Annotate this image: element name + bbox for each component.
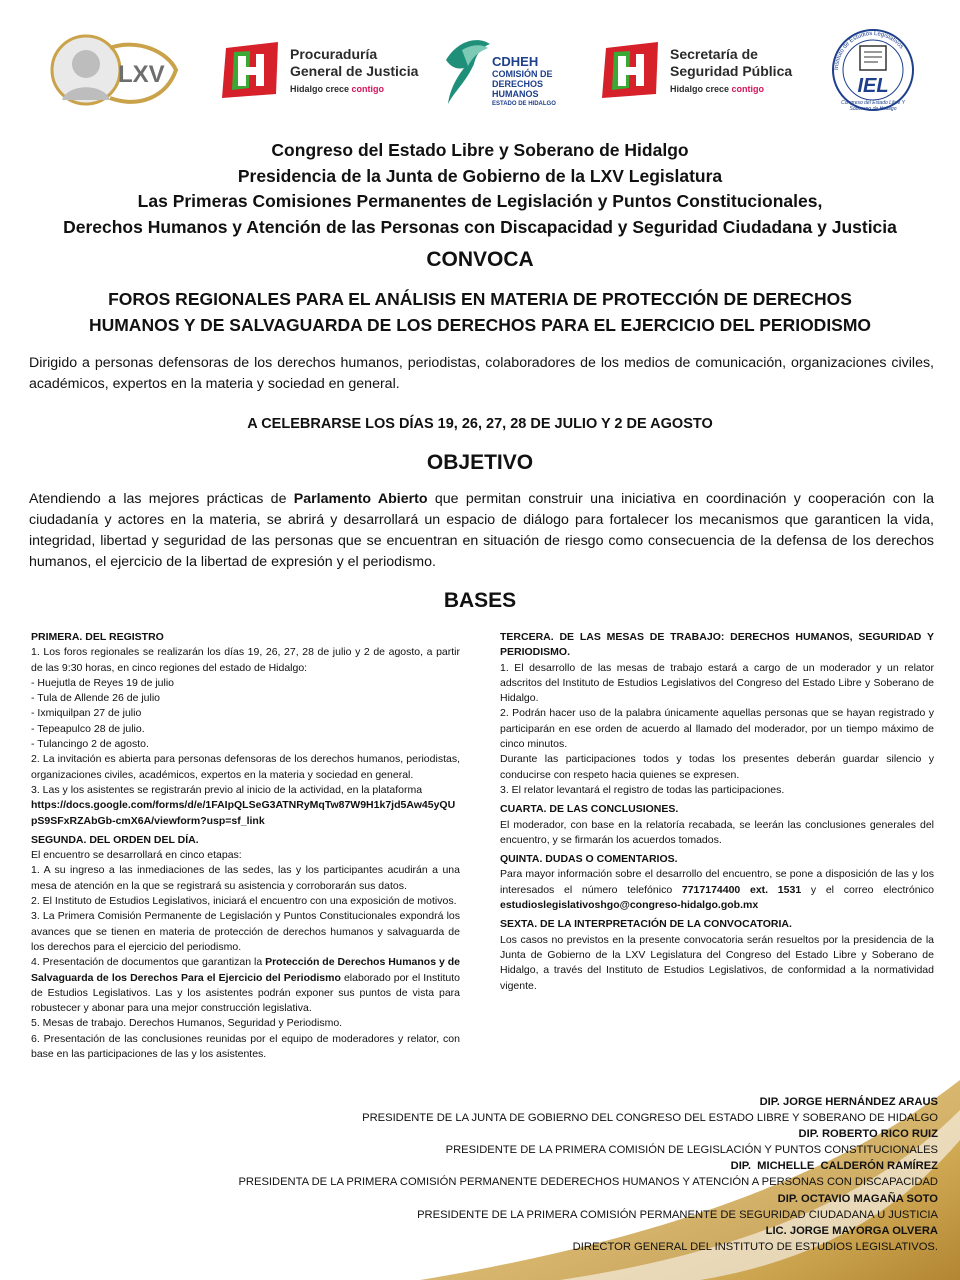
sexta-text: Los casos no previstos en la presente convocatoria serán resueltos por la presidencia de la Junta de Gobierno de la LXV Legislatura del Congreso del Estado Libre y Soberano de Hidalgo, a través del Instituto de Estudios Legislativos, de conformidad a la normatividad vigente.	[500, 933, 934, 992]
iel-caption: Congreso del Estado Libre Y Soberano de Hidalgo	[841, 100, 905, 112]
tercera-t3: 3. El relator levantará el registro de todas las participaciones.	[500, 783, 785, 796]
sede-item: - Tula de Allende 26 de julio	[31, 692, 161, 705]
h-emblem-icon	[220, 40, 282, 100]
signer-role: PRESIDENTE DE LA JUNTA DE GOBIERNO DEL CONGRESO DEL ESTADO LIBRE Y SOBERANO DE HIDALGO	[362, 1112, 938, 1125]
segunda-s1: 1. A su ingreso a las inmediaciones de las sedes, las y los participantes acudirán a una mesa de atención en la que se registrará su asistencia y corroborarán sus datos.	[31, 864, 460, 892]
foros-line: FOROS REGIONALES PARA EL ANÁLISIS EN MATERIA DE PROTECCIÓN DE DERECHOS	[108, 289, 852, 309]
signer-name: DIP. OCTAVIO MAGAÑA SOTO	[777, 1192, 938, 1205]
tercera-t2b: Durante las participaciones todos y todas los presentes deberán guardar silencio y conducirse con respeto hacia quienes se expresen.	[500, 753, 934, 781]
sede-item: - Huejutla de Reyes 19 de julio	[31, 676, 175, 689]
signer-role: PRESIDENTE DE LA PRIMERA COMISIÓN DE LEGISLACIÓN Y PUNTOS CONSTITUCIONALES	[445, 1144, 938, 1157]
procuraduria-name: Procuraduría General de Justicia	[290, 46, 419, 79]
signer-role: PRESIDENTA DE LA PRIMERA COMISIÓN PERMANENTE DEDERECHOS HUMANOS Y ATENCIÓN A PERSONAS CON DISCAPACIDAD	[238, 1176, 938, 1189]
tercera-t1: 1. El desarrollo de las mesas de trabajo estará a cargo de un moderador y un relator adscritos del Instituto de Estudios Legislativos del Congreso del Estado Libre y Soberano de Hidalgo.	[500, 661, 934, 705]
segunda-s6: 6. Presentación de las conclusiones reunidas por el equipo de moderadores y relator, con base en las participaciones de las y los asistentes.	[31, 1032, 460, 1061]
header-line: Las Primeras Comisiones Permanentes de Legislación y Puntos Constitucionales,	[137, 191, 823, 211]
signer-role: DIRECTOR GENERAL DEL INSTITUTO DE ESTUDIOS LEGISLATIVOS.	[572, 1240, 938, 1253]
section-title-quinta: QUINTA. DUDAS O COMENTARIOS.	[500, 853, 678, 866]
quinta-text: Para mayor información sobre el desarrollo del encuentro, se pone a disposición de las y los interesados el número telefónico 7717174400 ext. 1531 y el correo electrónico estudioslegislativoshgo@congreso-hidalgo.gob.mx	[500, 868, 934, 912]
signatures-block	[158, 1094, 938, 1255]
primera-p2: 2. La invitación es abierta para personas defensoras de los derechos humanos, periodistas, organizaciones civiles, académicos, expertos en la materia y sociedad en general.	[31, 753, 460, 781]
logos-row	[40, 26, 920, 116]
tercera-t2: 2. Podrán hacer uso de la palabra únicamente aquellas personas que se hayan registrado y participarán en ese orden de acuerdo al llamado del moderador, por un tiempo máximo de cinco minutos.	[500, 707, 934, 751]
bases-left-column	[31, 630, 460, 1062]
signer-name: DIP. ROBERTO RICO RUIZ	[798, 1128, 938, 1141]
h-emblem-icon	[600, 40, 662, 100]
section-title-tercera: TERCERA. DE LAS MESAS DE TRABAJO: DERECHOS HUMANOS, SEGURIDAD Y PERIODISMO.	[500, 631, 934, 659]
section-title-segunda: SEGUNDA. DEL ORDEN DEL DÍA.	[31, 833, 199, 846]
svg-text:Instituto de Estudios Legislat: Instituto de Estudios Legislativos	[833, 30, 905, 71]
registro-link[interactable]: https://docs.google.com/forms/d/e/1FAIpQLSeG3ATNRyMqTw87W9H1k7jd5Aw45yQUpS9SFxRZAbGb-cmX6A/viewform?usp=sf_link	[31, 799, 456, 827]
segunda-s3: 3. La Primera Comisión Permanente de Legislación y Puntos Constitucionales expondrá los avances que se tienen en materia de protección de derechos humanos y salvaguarda de los derechos para el ejercicio del periodismo.	[31, 910, 460, 953]
contact-phone: 7717174400 ext. 1531	[681, 883, 802, 896]
lxv-legislatura-logo	[48, 28, 180, 112]
header-line: Derechos Humanos y Atención de las Personas con Discapacidad y Seguridad Ciudadana y Justicia	[63, 216, 897, 237]
svg-text:LXV: LXV	[118, 61, 165, 88]
section-title-sexta: SEXTA. DE LA INTERPRETACIÓN DE LA CONVOCATORIA.	[500, 918, 792, 931]
dirigido-paragraph: Dirigido a personas defensoras de los derechos humanos, periodistas, colaboradores de los medios de comunicación, organizaciones civiles, académicos, expertos en la materia y sociedad en general.	[29, 355, 934, 392]
seguridad-publica-logo	[600, 40, 805, 100]
cdheh-logo	[442, 30, 562, 110]
segunda-intro: El encuentro se desarrollará en cinco etapas:	[31, 849, 242, 862]
seguridad-publica-name: Secretaría de Seguridad Pública	[670, 46, 793, 79]
iel-logo	[826, 26, 920, 118]
foros-title	[20, 286, 940, 338]
objetivo-paragraph: Atendiendo a las mejores prácticas de Parlamento Abierto que permitan construir una iniciativa en coordinación y cooperación con la ciudadanía y actores en la materia, se abrirá y desarrollará un espacio de diálogo para fortalecer los mecanismos que garanticen la vida, integridad, libertad y seguridad de las personas que se encuentran en situación de riesgo como consecuencia de la defensa de los derechos humanos, el ejercicio de la libertad de expresión y el periodismo.	[29, 491, 935, 570]
sede-item: - Tepeapulco 28 de julio.	[31, 722, 145, 735]
bases-title: BASES	[443, 589, 517, 612]
dove-icon	[442, 30, 492, 110]
segunda-s5: 5. Mesas de trabajo. Derechos Humanos, Seguridad y Periodismo.	[31, 1017, 343, 1030]
signer-role: PRESIDENTE DE LA PRIMERA COMISIÓN PERMANENTE DE SEGURIDAD CIUDADANA U JUSTICIA	[417, 1208, 938, 1221]
svg-text:IEL: IEL	[857, 75, 889, 97]
segunda-s4: 4. Presentación de documentos que garantizan la Protección de Derechos Humanos y de Salvaguarda de los Derechos Para el Ejercicio del Periodismo elaborado por el Instituto de Estudios Legislativos. Las y los asistentes podrán exponer sus puntos de vista para robustecer y abonar para una mejor construcción legislativa.	[31, 956, 460, 1015]
sede-item: - Tulancingo 2 de agosto.	[31, 738, 149, 751]
fechas-line: A CELEBRARSE LOS DÍAS 19, 26, 27, 28 DE JULIO Y 2 DE AGOSTO	[247, 416, 713, 432]
foros-line: HUMANOS Y DE SALVAGUARDA DE LOS DERECHOS PARA EL EJERCICIO DEL PERIODISMO	[88, 315, 872, 335]
procuraduria-logo	[220, 40, 420, 100]
signer-name: DIP. MICHELLE CALDERÓN RAMÍREZ	[730, 1160, 938, 1173]
cuarta-text: El moderador, con base en la relatoría recabada, se leerán las conclusiones generales del encuentro, y se firmarán los acuerdos tomados.	[500, 818, 934, 846]
section-title-cuarta: CUARTA. DE LAS CONCLUSIONES.	[500, 803, 679, 816]
bases-right-column	[500, 630, 934, 994]
procuraduria-tagline: Hidalgo crece contigo	[290, 84, 385, 94]
primera-p1: 1. Los foros regionales se realizarán los días 19, 26, 27, 28 de julio y 2 de agosto, a partir de las 9:30 horas, en cinco regiones del estado de Hidalgo:	[31, 646, 460, 674]
seguridad-publica-tagline: Hidalgo crece contigo	[670, 84, 765, 94]
primera-p3: 3. Las y los asistentes se registrarán previo al inicio de la actividad, en la plataforma	[31, 783, 423, 796]
signer-name: DIP. JORGE HERNÁNDEZ ARAUS	[759, 1096, 938, 1108]
cdheh-text: CDHEH COMISIÓN DE DERECHOS HUMANOS ESTADO DE HIDALGO	[492, 54, 556, 107]
sede-item: - Ixmiquilpan 27 de julio	[31, 707, 142, 720]
objetivo-title: OBJETIVO	[426, 451, 534, 474]
convoca-title: CONVOCA	[426, 248, 534, 271]
signer-name: LIC. JORGE MAYORGA OLVERA	[765, 1224, 938, 1237]
header-line: Congreso del Estado Libre y Soberano de Hidalgo	[271, 140, 689, 160]
header-line: Presidencia de la Junta de Gobierno de la LXV Legislatura	[237, 165, 723, 186]
segunda-s2: 2. El Instituto de Estudios Legislativos, iniciará el encuentro con una exposición de motivos.	[31, 895, 457, 908]
contact-email[interactable]: estudioslegislativoshgo@congreso-hidalgo.gob.mx	[500, 899, 759, 912]
section-title-primera: PRIMERA. DEL REGISTRO	[31, 631, 164, 643]
convocatoria-header	[20, 138, 940, 240]
